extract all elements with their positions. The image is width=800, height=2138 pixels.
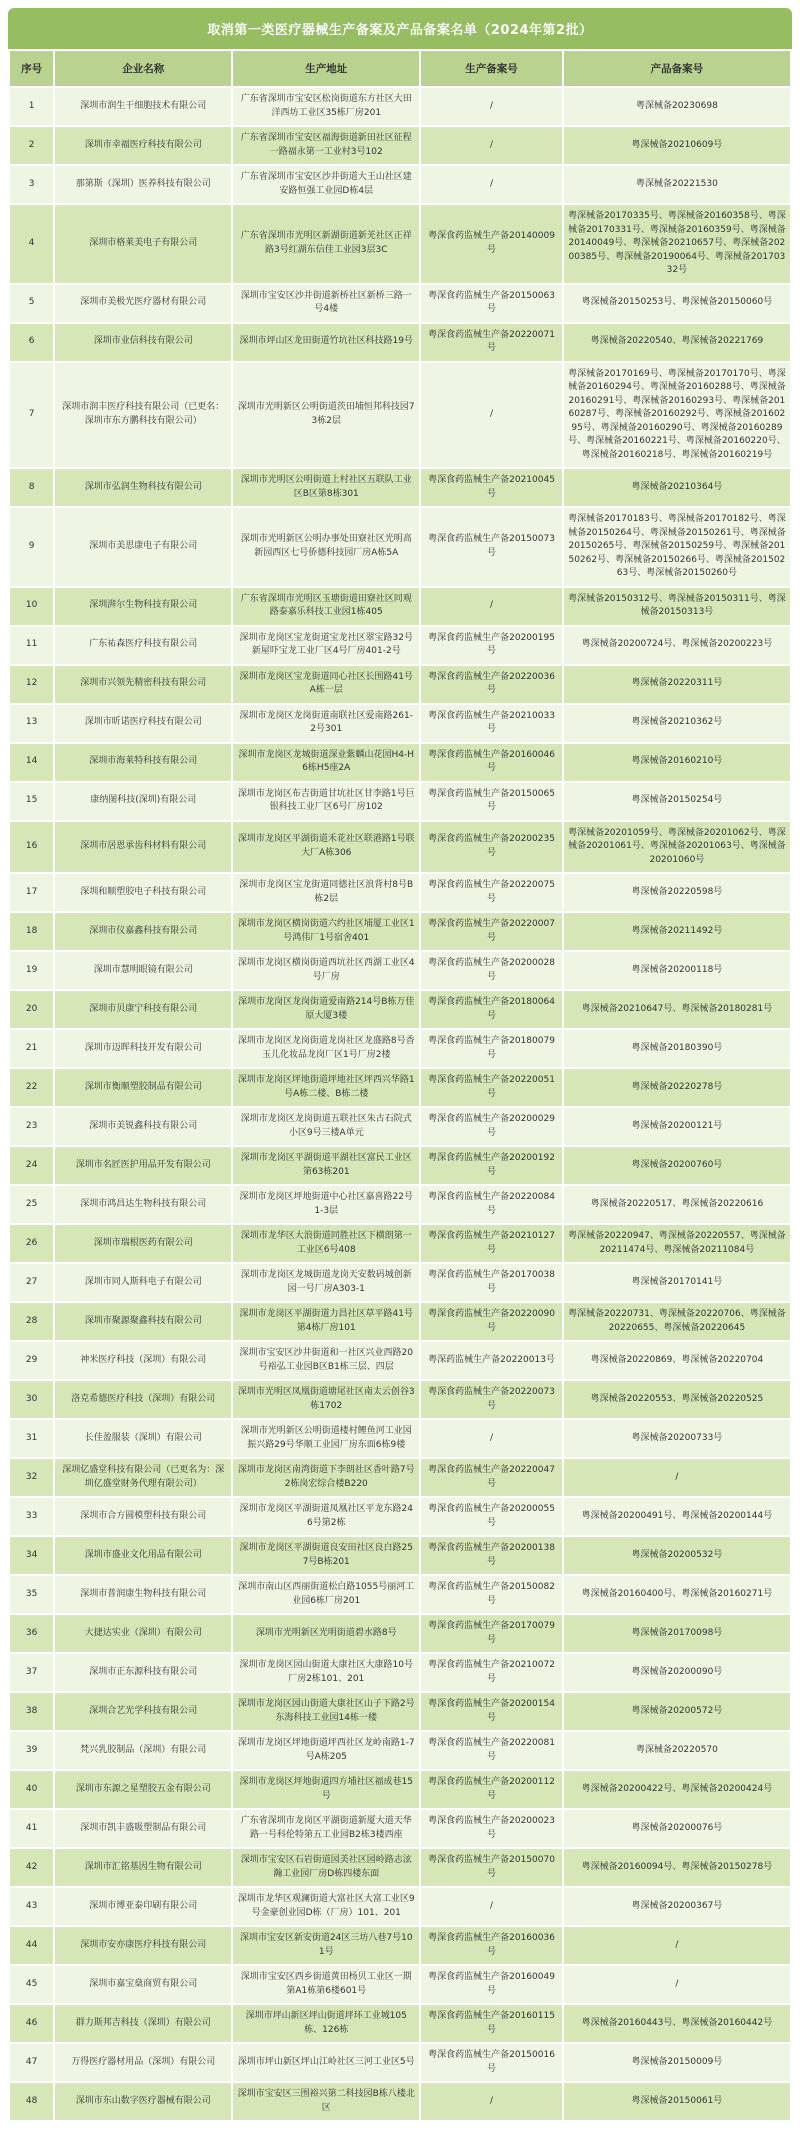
product-filing-cell: 粤深械备20150312号、粤深械备20150311号、粤深械备20150313号 (564, 588, 790, 625)
address-cell: 深圳市龙岗区布吉街道甘坑社区甘李路1号巨银科技工业厂区6号厂房102 (233, 783, 419, 820)
row-number-cell: 16 (10, 822, 53, 873)
header-row (10, 51, 790, 86)
row-number-cell: 21 (10, 1030, 53, 1067)
table-row (10, 1459, 790, 1496)
company-name-cell: 大捷达实业（深圳）有限公司 (55, 1615, 231, 1652)
row-number-cell: 15 (10, 783, 53, 820)
table-row (10, 705, 790, 742)
production-filing-cell: 粤深药监械生产备20220013号 (421, 1342, 562, 1379)
product-filing-cell: 粤深械备20220278号 (564, 1069, 790, 1106)
company-name-cell: 深圳市居恩承齿科材料有限公司 (55, 822, 231, 873)
table-row (10, 1732, 790, 1769)
row-number-cell: 2 (10, 127, 53, 164)
production-filing-cell: 粤深食药监械生产备20210033号 (421, 705, 562, 742)
row-number-cell: 24 (10, 1147, 53, 1184)
table-row (10, 991, 790, 1028)
company-name-cell: 深圳市迈晖科技开发有限公司 (55, 1030, 231, 1067)
product-filing-cell: 粤深械备20200572号 (564, 1693, 790, 1730)
product-filing-cell: 粤深械备20150061号 (564, 2083, 790, 2120)
address-cell: 深圳市龙岗区园山街道大康社区大康路10号厂房2栋101、201 (233, 1654, 419, 1691)
company-name-cell: 深圳市仪嘉鑫科技有限公司 (55, 913, 231, 950)
table-row (10, 627, 790, 664)
row-number-cell: 40 (10, 1771, 53, 1808)
product-filing-cell: 粤深械备20200090号 (564, 1654, 790, 1691)
row-number-cell: 13 (10, 705, 53, 742)
production-filing-cell: / (421, 88, 562, 125)
address-cell: 深圳市南山区西丽街道松白路1055号丽河工业园6栋厂房201 (233, 1576, 419, 1613)
table-row (10, 88, 790, 125)
address-cell: 广东省深圳市龙岗区平湖街道新厦大道天华路一号科伦特第五工业园B2栋3楼西座 (233, 1810, 419, 1847)
address-cell: 深圳市龙岗区平湖街道平湖社区富民工业区第63栋201 (233, 1147, 419, 1184)
table-row (10, 874, 790, 911)
production-filing-cell: 粤深食药监械生产备20180064号 (421, 991, 562, 1028)
product-filing-cell: 粤深械备20170169号、粤深械备20170170号、粤深械备20160294号、粤深械备20160288号、粤深械备20160291号、粤深械备20160293号、粤深械备20160287号、粤深械备20160292号、粤深械备20160295号、粤深械备20160290号、粤深械备20160289号、粤深械备20160221号、粤深械备20160220号、粤深械备20160218号、粤深械备20160219号 (564, 363, 790, 468)
address-cell: 深圳市坪山新区坪山街道坪环工业城105栋、126栋 (233, 2005, 419, 2042)
production-filing-cell: 粤深食药监械生产备20160036号 (421, 1927, 562, 1964)
filing-table (8, 49, 792, 2122)
company-name-cell: 广东祐森医疗科技有限公司 (55, 627, 231, 664)
company-name-cell: 深圳市美极光医疗器材有限公司 (55, 285, 231, 322)
address-cell: 深圳市龙岗区龙岗街道爱南路214号B栋万佳原大厦3楼 (233, 991, 419, 1028)
address-cell: 深圳市龙岗区坪地街道四方埔社区福成巷15号 (233, 1771, 419, 1808)
product-filing-cell: 粤深械备20220311号 (564, 666, 790, 703)
company-name-cell: 康纳图科技(深圳)有限公司 (55, 783, 231, 820)
address-cell: 深圳市龙岗区宝龙街道同德社区浪背村8号B栋2层 (233, 874, 419, 911)
row-number-cell: 25 (10, 1186, 53, 1223)
address-cell: 深圳市龙岗区平湖街道禾花社区联港路1号联大厂A栋306 (233, 822, 419, 873)
company-name-cell: 深圳亿盛堂科技有限公司（已更名为：深圳亿盛堂财务代理有限公司） (55, 1459, 231, 1496)
company-name-cell: 深圳市鸿昌达生物科技有限公司 (55, 1186, 231, 1223)
row-number-cell: 22 (10, 1069, 53, 1106)
production-filing-cell: 粤深食药监械生产备20150016号 (421, 2044, 562, 2081)
table-row (10, 2044, 790, 2081)
product-filing-cell: 粤深械备20150254号 (564, 783, 790, 820)
production-filing-cell: 粤深食药监械生产备20180079号 (421, 1030, 562, 1067)
product-filing-cell: 粤深械备20210609号 (564, 127, 790, 164)
product-filing-cell: 粤深械备20160210号 (564, 744, 790, 781)
company-name-cell: 群力斯邦吉科技（深圳）有限公司 (55, 2005, 231, 2042)
column-header-no: 序号 (10, 51, 53, 86)
company-name-cell: 深圳市昕诺医疗科技有限公司 (55, 705, 231, 742)
address-cell: 深圳市光明区凤凰街道塘尾社区南太云创谷3栋1702 (233, 1381, 419, 1418)
product-filing-cell: 粤深械备20220598号 (564, 874, 790, 911)
address-cell: 深圳市宝安区沙井街道新桥社区新桥三路一号4楼 (233, 285, 419, 322)
table-row (10, 508, 790, 586)
table-row (10, 1849, 790, 1886)
address-cell: 深圳市光明新区光明街道碧水路8号 (233, 1615, 419, 1652)
table-row (10, 1966, 790, 2003)
product-filing-cell: 粤深械备20230698 (564, 88, 790, 125)
row-number-cell: 9 (10, 508, 53, 586)
table-row (10, 1186, 790, 1223)
address-cell: 深圳市光明区公明街道上村社区五联队工业区B区第8栋301 (233, 469, 419, 506)
company-name-cell: 深圳市普润康生物科技有限公司 (55, 1576, 231, 1613)
table-row (10, 1927, 790, 1964)
row-number-cell: 30 (10, 1381, 53, 1418)
production-filing-cell: 粤深食药监械生产备20220051号 (421, 1069, 562, 1106)
table-row (10, 952, 790, 989)
table-row (10, 1381, 790, 1418)
row-number-cell: 18 (10, 913, 53, 950)
company-name-cell: 深圳市东山数字医疗器械有限公司 (55, 2083, 231, 2120)
table-row (10, 913, 790, 950)
address-cell: 深圳市龙岗区园山街道大康社区山子下路2号东海科技工业园14栋一楼 (233, 1693, 419, 1730)
row-number-cell: 41 (10, 1810, 53, 1847)
table-row (10, 1693, 790, 1730)
row-number-cell: 34 (10, 1537, 53, 1574)
company-name-cell: 深圳市格莱美电子有限公司 (55, 205, 231, 283)
company-name-cell: 深圳市东源之星塑胶五金有限公司 (55, 1771, 231, 1808)
production-filing-cell: 粤深食药监械生产备20160046号 (421, 744, 562, 781)
row-number-cell: 17 (10, 874, 53, 911)
table-row (10, 2083, 790, 2120)
table-row (10, 1030, 790, 1067)
table-row (10, 166, 790, 203)
product-filing-cell: 粤深械备20200076号 (564, 1810, 790, 1847)
production-filing-cell: 粤深食药监械生产备20220075号 (421, 874, 562, 911)
address-cell: 深圳市龙岗区坪地街道中心社区嘉喜路22号1-3层 (233, 1186, 419, 1223)
product-filing-cell: 粤深械备20160094号、粤深械备20150278号 (564, 1849, 790, 1886)
production-filing-cell: 粤深食药监械生产备20200029号 (421, 1108, 562, 1145)
address-cell: 深圳市坪山区龙田街道竹坑社区科技路19号 (233, 324, 419, 361)
company-name-cell: 长佳盈服装（深圳）有限公司 (55, 1420, 231, 1457)
production-filing-cell: 粤深食药监械生产备20220071号 (421, 324, 562, 361)
table-row (10, 1147, 790, 1184)
column-header-product-no: 产品备案号 (564, 51, 790, 86)
company-name-cell: 深圳市瑞根医药有限公司 (55, 1225, 231, 1262)
row-number-cell: 43 (10, 1888, 53, 1925)
row-number-cell: 10 (10, 588, 53, 625)
row-number-cell: 5 (10, 285, 53, 322)
company-name-cell: 深圳市合方圆模塑科技有限公司 (55, 1498, 231, 1535)
product-filing-cell: 粤深械备20211492号 (564, 913, 790, 950)
production-filing-cell: 粤深食药监械生产备20140009号 (421, 205, 562, 283)
address-cell: 深圳市光明新区公明办事处田寮社区光明高新园西区七号侨德科技园厂房A栋5A (233, 508, 419, 586)
company-name-cell: 深圳市名匠医护用品开发有限公司 (55, 1147, 231, 1184)
table-row (10, 588, 790, 625)
production-filing-cell: 粤深食药监械生产备20220081号 (421, 1732, 562, 1769)
company-name-cell: 深圳市同人斯科电子有限公司 (55, 1264, 231, 1301)
product-filing-cell: 粤深械备20200760号 (564, 1147, 790, 1184)
company-name-cell: 深圳市盛业文化用品有限公司 (55, 1537, 231, 1574)
product-filing-cell: 粤深械备20220553、粤深械备20220525 (564, 1381, 790, 1418)
production-filing-cell: / (421, 2083, 562, 2120)
table-row (10, 1108, 790, 1145)
row-number-cell: 45 (10, 1966, 53, 2003)
table-row (10, 1303, 790, 1340)
product-filing-cell: 粤深械备20200121号 (564, 1108, 790, 1145)
row-number-cell: 14 (10, 744, 53, 781)
product-filing-cell: 粤深械备20180390号 (564, 1030, 790, 1067)
row-number-cell: 32 (10, 1459, 53, 1496)
product-filing-cell: 粤深械备20200532号 (564, 1537, 790, 1574)
table-row (10, 822, 790, 873)
product-filing-cell: / (564, 1459, 790, 1496)
row-number-cell: 48 (10, 2083, 53, 2120)
product-filing-cell: 粤深械备20210364号 (564, 469, 790, 506)
address-cell: 深圳市龙岗区宝龙街道同心社区长围路41号A栋一层 (233, 666, 419, 703)
production-filing-cell: 粤深食药监械生产备20200055号 (421, 1498, 562, 1535)
company-name-cell: 深圳市业信科技有限公司 (55, 324, 231, 361)
product-filing-cell: 粤深械备20160443号、粤深械备20160442号 (564, 2005, 790, 2042)
row-number-cell: 7 (10, 363, 53, 468)
address-cell: 深圳市龙岗区坪地街道坪西社区龙岭南路1-7号A栋205 (233, 1732, 419, 1769)
address-cell: 广东省深圳市宝安区松岗街道东方社区大田洋西坊工业区35栋厂房201 (233, 88, 419, 125)
address-cell: 广东省深圳市宝安区福海街道新田社区征程一路福永第一工业村3号102 (233, 127, 419, 164)
product-filing-cell: 粤深械备20200422号、粤深械备20200424号 (564, 1771, 790, 1808)
column-header-company: 企业名称 (55, 51, 231, 86)
production-filing-cell: 粤深食药监械生产备20200138号 (421, 1537, 562, 1574)
address-cell: 广东省深圳市光明区新湖街道新羌社区正祥路3号红湖东信佳工业园3层3C (233, 205, 419, 283)
company-name-cell: 深圳市嘉宝燊商贸有限公司 (55, 1966, 231, 2003)
production-filing-cell: 粤深食药监械生产备20150073号 (421, 508, 562, 586)
table-row (10, 1420, 790, 1457)
table-row (10, 1771, 790, 1808)
product-filing-cell: / (564, 1966, 790, 2003)
address-cell: 广东省深圳市宝安区沙井街道大王山社区建安路恒强工业园D栋4层 (233, 166, 419, 203)
production-filing-cell: 粤深食药监械生产备20200235号 (421, 822, 562, 873)
product-filing-cell: 粤深械备20221530 (564, 166, 790, 203)
row-number-cell: 38 (10, 1693, 53, 1730)
production-filing-cell: 粤深食药监械生产备20220090号 (421, 1303, 562, 1340)
row-number-cell: 39 (10, 1732, 53, 1769)
production-filing-cell: 粤深食药监械生产备20220007号 (421, 913, 562, 950)
company-name-cell: 深圳市慧明眼镜有限公司 (55, 952, 231, 989)
address-cell: 深圳市宝安区新安街道24区三坊八巷7号101号 (233, 1927, 419, 1964)
table-row (10, 1264, 790, 1301)
company-name-cell: 深圳市美锐鑫科技有限公司 (55, 1108, 231, 1145)
table-row (10, 127, 790, 164)
row-number-cell: 27 (10, 1264, 53, 1301)
product-filing-cell: 粤深械备20200367号 (564, 1888, 790, 1925)
row-number-cell: 36 (10, 1615, 53, 1652)
company-name-cell: 神米医疗科技（深圳）有限公司 (55, 1342, 231, 1379)
company-name-cell: 深圳市聚源聚鑫科技有限公司 (55, 1303, 231, 1340)
table-row (10, 1342, 790, 1379)
production-filing-cell: 粤深食药监械生产备20200112号 (421, 1771, 562, 1808)
product-filing-cell: 粤深械备20210647号、粤深械备20180281号 (564, 991, 790, 1028)
production-filing-cell: 粤深食药监械生产备20210072号 (421, 1654, 562, 1691)
product-filing-cell: / (564, 1927, 790, 1964)
address-cell: 深圳市龙岗区宝龙街道宝龙社区翠宝路32号新屋吓宝龙工业厂区4号厂房401-2号 (233, 627, 419, 664)
product-filing-cell: 粤深械备20220947、粤深械备20220557、粤深械备20211474号、粤深械备20211084号 (564, 1225, 790, 1262)
document-title: 取消第一类医疗器械生产备案及产品备案名单（2024年第2批） (8, 8, 792, 49)
company-name-cell: 深圳市贝康宁科技有限公司 (55, 991, 231, 1028)
production-filing-cell: / (421, 166, 562, 203)
address-cell: 深圳市龙岗区平湖街道力昌社区草平路41号第4栋厂房101 (233, 1303, 419, 1340)
address-cell: 深圳市宝安区石岩街道园美社区园岭路志泫瀚工业园厂房D栋四楼东面 (233, 1849, 419, 1886)
table-row (10, 1225, 790, 1262)
company-name-cell: 深圳市润丰医疗科技有限公司（已更名：深圳市东方鹏科技有限公司） (55, 363, 231, 468)
company-name-cell: 深圳市安亦康医疗科技有限公司 (55, 1927, 231, 1964)
table-body (10, 88, 790, 2120)
production-filing-cell: 粤深食药监械生产备20150070号 (421, 1849, 562, 1886)
production-filing-cell: 粤深食药监械生产备20150082号 (421, 1576, 562, 1613)
production-filing-cell: 粤深食药监械生产备20200028号 (421, 952, 562, 989)
production-filing-cell: 粤深食药监械生产备20210045号 (421, 469, 562, 506)
address-cell: 深圳市光明新区公明街道茨田埔恒邦科技园73栋2层 (233, 363, 419, 468)
company-name-cell: 深圳市正东源科技有限公司 (55, 1654, 231, 1691)
company-name-cell: 深圳市博亚泰印刷有限公司 (55, 1888, 231, 1925)
address-cell: 深圳市龙岗区平湖街道良安田社区良白路257号B栋201 (233, 1537, 419, 1574)
company-name-cell: 万得医疗器材用品（深圳）有限公司 (55, 2044, 231, 2081)
company-name-cell: 深圳市汇铭基因生物有限公司 (55, 1849, 231, 1886)
company-name-cell: 深圳市美思康电子有限公司 (55, 508, 231, 586)
company-name-cell: 深圳市弘润生物科技有限公司 (55, 469, 231, 506)
table-row (10, 744, 790, 781)
production-filing-cell: 粤深食药监械生产备20220073号 (421, 1381, 562, 1418)
table-row (10, 205, 790, 283)
table-row (10, 2005, 790, 2042)
production-filing-cell: / (421, 1888, 562, 1925)
product-filing-cell: 粤深械备20220731、粤深械备20220706、粤深械备20220655、粤深械备20220645 (564, 1303, 790, 1340)
address-cell: 深圳市宝安区沙井街道和一社区兴业西路20号裕弘工业园B区B1栋三层、四层 (233, 1342, 419, 1379)
table-row (10, 1615, 790, 1652)
product-filing-cell: 粤深械备20170141号 (564, 1264, 790, 1301)
product-filing-cell: 粤深械备20200118号 (564, 952, 790, 989)
table-row (10, 285, 790, 322)
row-number-cell: 12 (10, 666, 53, 703)
row-number-cell: 4 (10, 205, 53, 283)
production-filing-cell: 粤深食药监械生产备20200195号 (421, 627, 562, 664)
address-cell: 深圳市龙华区大浪街道同胜社区下横朗第一工业区6号408 (233, 1225, 419, 1262)
address-cell: 广东省深圳市光明区玉塘街道田寮社区同观路泰嘉乐科技工业园1栋405 (233, 588, 419, 625)
table-row (10, 783, 790, 820)
company-name-cell: 深圳市衡顺塑胶制品有限公司 (55, 1069, 231, 1106)
address-cell: 深圳市宝安区三围裕兴第二科技园B栋八楼北区 (233, 2083, 419, 2120)
production-filing-cell: 粤深食药监械生产备20210127号 (421, 1225, 562, 1262)
address-cell: 深圳市龙华区观澜街道大富社区大富工业区9号金豪创业园D栋（厂房）101、201 (233, 1888, 419, 1925)
product-filing-cell: 粤深械备20220540、粤深械备20221769 (564, 324, 790, 361)
row-number-cell: 11 (10, 627, 53, 664)
product-filing-cell: 粤深械备20170183号、粤深械备20170182号、粤深械备20150264号、粤深械备20150261号、粤深械备20150265号、粤深械备20150259号、粤深械备20150262号、粤深械备20150266号、粤深械备20150263号、粤深械备20150260号 (564, 508, 790, 586)
row-number-cell: 6 (10, 324, 53, 361)
production-filing-cell: 粤深食药监械生产备20170079号 (421, 1615, 562, 1652)
production-filing-cell: 粤深食药监械生产备20220036号 (421, 666, 562, 703)
company-name-cell: 深圳市幸福医疗科技有限公司 (55, 127, 231, 164)
address-cell: 深圳市光明新区公明街道楼村鲤鱼河工业园振兴路29号华顺工业园厂房东面6栋9楼 (233, 1420, 419, 1457)
row-number-cell: 47 (10, 2044, 53, 2081)
product-filing-cell: 粤深械备20170335号、粤深械备20160358号、粤深械备20170331号、粤深械备20160359号、粤深械备20140049号、粤深械备20210657号、粤深械备20200385号、粤深械备20190064号、粤深械备20170332号 (564, 205, 790, 283)
production-filing-cell: 粤深食药监械生产备20200192号 (421, 1147, 562, 1184)
company-name-cell: 那第斯（深圳）医养科技有限公司 (55, 166, 231, 203)
product-filing-cell: 粤深械备20200491号、粤深械备20200144号 (564, 1498, 790, 1535)
production-filing-cell: 粤深食药监械生产备20150063号 (421, 285, 562, 322)
row-number-cell: 37 (10, 1654, 53, 1691)
row-number-cell: 20 (10, 991, 53, 1028)
address-cell: 深圳市龙岗区龙岗街道五联社区朱古石院式小区9号三楼A单元 (233, 1108, 419, 1145)
product-filing-cell: 粤深械备20220869、粤深械备20220704 (564, 1342, 790, 1379)
product-filing-cell: 粤深械备20150253号、粤深械备20150060号 (564, 285, 790, 322)
column-header-address: 生产地址 (233, 51, 419, 86)
row-number-cell: 46 (10, 2005, 53, 2042)
company-name-cell: 深圳市凯丰盛吸塑制品有限公司 (55, 1810, 231, 1847)
product-filing-cell: 粤深械备20150009号 (564, 2044, 790, 2081)
address-cell: 深圳市龙岗区横岗街道西坑社区西湖工业区4号厂房 (233, 952, 419, 989)
address-cell: 深圳市坪山新区坪山江岭社区三河工业区5号 (233, 2044, 419, 2081)
address-cell: 深圳市龙岗区龙城街道龙岗天安数码城创新园一号厂房A303-1 (233, 1264, 419, 1301)
row-number-cell: 28 (10, 1303, 53, 1340)
product-filing-cell: 粤深械备20210362号 (564, 705, 790, 742)
row-number-cell: 33 (10, 1498, 53, 1535)
product-filing-cell: 粤深械备20200733号 (564, 1420, 790, 1457)
row-number-cell: 23 (10, 1108, 53, 1145)
company-name-cell: 深圳合艺光学科技有限公司 (55, 1693, 231, 1730)
address-cell: 深圳市龙岗区坪地街道坪地社区坪西兴华路1号A栋二楼、B栋二楼 (233, 1069, 419, 1106)
address-cell: 深圳市龙岗区平湖街道凤凰社区平龙东路246号第2栋 (233, 1498, 419, 1535)
company-name-cell: 深圳市兴领先精密科技有限公司 (55, 666, 231, 703)
product-filing-cell: 粤深械备20201059号、粤深械备20201062号、粤深械备20201061号、粤深械备20201063号、粤深械备20201060号 (564, 822, 790, 873)
table-row (10, 1576, 790, 1613)
table-row (10, 1498, 790, 1535)
table-row (10, 1810, 790, 1847)
address-cell: 深圳市龙岗区龙城街道深业紫麟山花园H4-H6栋H5座2A (233, 744, 419, 781)
production-filing-cell: 粤深食药监械生产备20160115号 (421, 2005, 562, 2042)
production-filing-cell: / (421, 127, 562, 164)
company-name-cell: 深圳市海莱特科技有限公司 (55, 744, 231, 781)
production-filing-cell: 粤深食药监械生产备20220084号 (421, 1186, 562, 1223)
address-cell: 深圳市龙岗区南湾街道下李朗社区香叶路7号2栋岗宏综合楼B220 (233, 1459, 419, 1496)
row-number-cell: 44 (10, 1927, 53, 1964)
table-row (10, 1537, 790, 1574)
table-row (10, 1069, 790, 1106)
address-cell: 深圳市龙岗区龙岗街道南联社区爱南路261-2号301 (233, 705, 419, 742)
table-row (10, 363, 790, 468)
table-row (10, 1654, 790, 1691)
table-row (10, 1888, 790, 1925)
row-number-cell: 29 (10, 1342, 53, 1379)
column-header-production-no: 生产备案号 (421, 51, 562, 86)
row-number-cell: 35 (10, 1576, 53, 1613)
production-filing-cell: 粤深食药监械生产备20150065号 (421, 783, 562, 820)
row-number-cell: 26 (10, 1225, 53, 1262)
address-cell: 深圳市龙岗区龙岗街道龙岗社区龙盛路8号香玉儿化妆品龙岗厂区1号厂房2楼 (233, 1030, 419, 1067)
production-filing-cell: 粤深食药监械生产备20160049号 (421, 1966, 562, 2003)
row-number-cell: 3 (10, 166, 53, 203)
table-row (10, 469, 790, 506)
row-number-cell: 1 (10, 88, 53, 125)
production-filing-cell: / (421, 588, 562, 625)
company-name-cell: 深圳市润生干细胞技术有限公司 (55, 88, 231, 125)
row-number-cell: 8 (10, 469, 53, 506)
product-filing-cell: 粤深械备20200724号、粤深械备20200223号 (564, 627, 790, 664)
product-filing-cell: 粤深械备20220517、粤深械备20220616 (564, 1186, 790, 1223)
table-row (10, 324, 790, 361)
address-cell: 深圳市宝安区西乡街道黄田杨贝工业区一期第A1栋第6楼601号 (233, 1966, 419, 2003)
row-number-cell: 19 (10, 952, 53, 989)
production-filing-cell: 粤深食药监械生产备20220047号 (421, 1459, 562, 1496)
production-filing-cell: / (421, 363, 562, 468)
production-filing-cell: 粤深食药监械生产备20200154号 (421, 1693, 562, 1730)
company-name-cell: 深圳湃尔生物科技有限公司 (55, 588, 231, 625)
product-filing-cell: 粤深械备20170098号 (564, 1615, 790, 1652)
company-name-cell: 深圳和顺塑胶电子科技有限公司 (55, 874, 231, 911)
production-filing-cell: 粤深食药监械生产备20200023号 (421, 1810, 562, 1847)
production-filing-cell: / (421, 1420, 562, 1457)
row-number-cell: 42 (10, 1849, 53, 1886)
address-cell: 深圳市龙岗区横岗街道六约社区埔厦工业区1号鸿伟厂1号宿舍401 (233, 913, 419, 950)
product-filing-cell: 粤深械备20220570 (564, 1732, 790, 1769)
product-filing-cell: 粤深械备20160400号、粤深械备20160271号 (564, 1576, 790, 1613)
company-name-cell: 洛克希德医疗科技（深圳）有限公司 (55, 1381, 231, 1418)
company-name-cell: 梵兴乳胶制品（深圳）有限公司 (55, 1732, 231, 1769)
row-number-cell: 31 (10, 1420, 53, 1457)
table-row (10, 666, 790, 703)
production-filing-cell: 粤深食药监械生产备20170038号 (421, 1264, 562, 1301)
